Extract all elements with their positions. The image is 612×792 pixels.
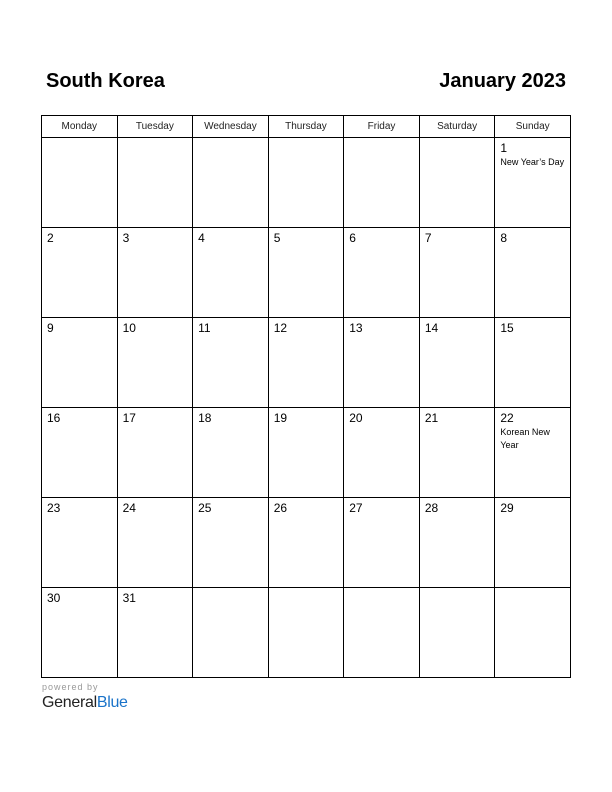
- day-cell: [117, 588, 193, 678]
- weekday-saturday: Saturday: [419, 116, 495, 138]
- day-number: 1: [500, 141, 508, 155]
- day-number: 31: [122, 591, 136, 605]
- day-number: 28: [424, 501, 439, 515]
- brand-logo: [42, 694, 128, 712]
- day-number: 19: [273, 411, 288, 425]
- day-cell: [419, 228, 495, 318]
- day-number: 13: [349, 321, 363, 335]
- week-row: [42, 318, 571, 408]
- day-cell: [495, 408, 571, 498]
- day-cell: [495, 498, 571, 588]
- day-cell: [193, 318, 269, 408]
- day-cell: [419, 588, 495, 678]
- weekday-header-row: [42, 116, 571, 138]
- day-cell: [117, 228, 193, 318]
- day-cell: [268, 228, 344, 318]
- day-number: 12: [273, 321, 288, 335]
- day-number: 2: [47, 231, 54, 245]
- day-number: 30: [47, 591, 61, 605]
- day-cell: [268, 498, 344, 588]
- brand-general-text: General: [42, 694, 97, 711]
- brand-blue-text: Blue: [96, 694, 128, 711]
- day-number: [193, 138, 268, 141]
- day-number: 27: [349, 501, 363, 515]
- day-number: 4: [198, 231, 205, 245]
- day-cell: [344, 138, 420, 228]
- day-number: 20: [349, 411, 363, 425]
- day-cell: [495, 138, 571, 228]
- day-number: 6: [349, 231, 356, 245]
- day-cell: [117, 408, 193, 498]
- day-number: 21: [424, 411, 439, 425]
- day-number: 11: [198, 321, 211, 335]
- day-number: [344, 588, 419, 591]
- day-cell: [419, 498, 495, 588]
- day-cell: [344, 588, 420, 678]
- weekday-wednesday: Wednesday: [193, 116, 269, 138]
- day-cell: [419, 138, 495, 228]
- day-number: 17: [122, 411, 136, 425]
- day-cell: [42, 138, 118, 228]
- day-cell: [268, 318, 344, 408]
- day-cell: [42, 318, 118, 408]
- day-number: 22: [500, 411, 514, 425]
- day-cell: [344, 498, 420, 588]
- country-title: South Korea: [46, 70, 165, 92]
- day-number: [495, 588, 570, 591]
- day-cell: [344, 228, 420, 318]
- day-number: 8: [500, 231, 508, 245]
- day-cell: [268, 408, 344, 498]
- week-row: [42, 228, 571, 318]
- weekday-tuesday: Tuesday: [117, 116, 193, 138]
- day-number: [42, 138, 117, 141]
- day-number: [193, 588, 268, 591]
- calendar-body: [42, 138, 571, 678]
- day-number: 25: [198, 501, 212, 515]
- week-row: [42, 588, 571, 678]
- day-number: 7: [424, 231, 432, 245]
- day-cell: [42, 498, 118, 588]
- day-cell: [495, 228, 571, 318]
- day-cell: [193, 138, 269, 228]
- powered-by-text: powered by: [42, 682, 99, 692]
- day-cell: [495, 318, 571, 408]
- month-calendar: [41, 115, 571, 678]
- day-cell: [42, 408, 118, 498]
- day-cell: [117, 498, 193, 588]
- day-number: [344, 138, 419, 141]
- day-number: 10: [122, 321, 136, 335]
- day-number: 24: [122, 501, 136, 515]
- day-cell: [193, 588, 269, 678]
- day-cell: [419, 408, 495, 498]
- day-number: [118, 138, 193, 141]
- week-row: [42, 498, 571, 588]
- day-number: 14: [424, 321, 439, 335]
- week-row: [42, 408, 571, 498]
- weekday-thursday: Thursday: [268, 116, 344, 138]
- day-number: 5: [273, 231, 281, 245]
- holiday-label: Korean New Year: [500, 427, 550, 450]
- month-title: January 2023: [439, 70, 566, 92]
- day-cell: [193, 228, 269, 318]
- day-cell: [117, 318, 193, 408]
- day-cell: [193, 408, 269, 498]
- day-cell: [344, 318, 420, 408]
- day-number: 18: [198, 411, 212, 425]
- day-number: 23: [47, 501, 61, 515]
- day-number: 3: [122, 231, 130, 245]
- day-cell: [344, 408, 420, 498]
- weekday-monday: Monday: [42, 116, 118, 138]
- weekday-sunday: Sunday: [495, 116, 571, 138]
- day-cell: [268, 588, 344, 678]
- day-cell: [495, 588, 571, 678]
- holiday-label: New Year’s Day: [500, 157, 565, 167]
- day-cell: [117, 138, 193, 228]
- weekday-friday: Friday: [344, 116, 420, 138]
- day-number: 15: [500, 321, 514, 335]
- day-number: [269, 588, 344, 591]
- day-number: [420, 138, 495, 141]
- footer: [42, 682, 128, 712]
- day-cell: [42, 588, 118, 678]
- week-row: [42, 138, 571, 228]
- day-cell: [42, 228, 118, 318]
- day-cell: [419, 318, 495, 408]
- day-cell: [193, 498, 269, 588]
- calendar-header: [46, 70, 566, 100]
- day-number: [420, 588, 495, 591]
- day-number: 9: [47, 321, 54, 335]
- day-cell: [268, 138, 344, 228]
- day-number: 26: [273, 501, 288, 515]
- day-number: 16: [47, 411, 61, 425]
- day-number: 29: [500, 501, 514, 515]
- day-number: [269, 138, 344, 141]
